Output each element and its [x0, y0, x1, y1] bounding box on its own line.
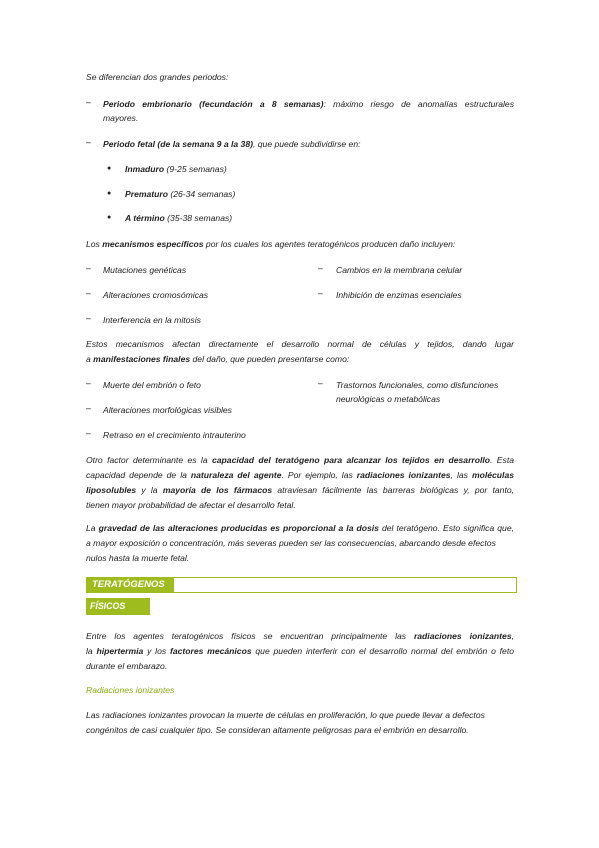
period-embrionario: Periodo embrionario (fecundación a 8 semanas): máximo riesgo de anomalías estructurales	[103, 99, 514, 109]
para1-line-3: liposolubles y la mayoría de los fármacos atraviesan fácilmente las barreras biológicas y, por tanto,	[86, 485, 514, 495]
para4-line-1: Las radiaciones ionizantes provocan la muerte de células en proliferación, lo que puede llevar a defectos	[86, 710, 485, 720]
dash-marker: –	[318, 263, 323, 273]
para4-line-2: congénitos de casi cualquier tipo. Se consideran altamente peligrosas para el embrión en desarrollo.	[86, 725, 469, 735]
dash-marker: –	[86, 97, 91, 107]
mechanism-item: Inhibición de enzimas esenciales	[336, 290, 462, 300]
intro-text: Se diferencian dos grandes periodos:	[86, 72, 229, 82]
para2-line-3: nulos hasta la muerte fetal.	[86, 553, 190, 563]
para1-line-1: Otro factor determinante es la capacidad del teratógeno para alcanzar los tejidos en desarrollo. Esta	[86, 455, 514, 465]
mechanisms-intro: Los mecanismos específicos por los cuales los agentes teratogénicos producen daño incluyen:	[86, 239, 456, 249]
para3-line-2: la hipertermia y los factores mecánicos que pueden interferir con el desarrollo normal del embrión o feto	[86, 646, 514, 656]
para1-line-2: capacidad depende de la naturaleza del agente. Por ejemplo, las radiaciones ionizantes, las moléculas	[86, 470, 515, 480]
section-title: TERATÓGENOS	[92, 579, 165, 590]
dash-marker: –	[86, 288, 91, 298]
sub-period-item: Prematuro (26-34 semanas)	[125, 189, 236, 199]
mechanism-item: Cambios en la membrana celular	[336, 265, 463, 275]
manifestation-item-cont: neurológicas o metabólicas	[336, 394, 441, 404]
period-fetal: Periodo fetal (de la semana 9 a la 38), que puede subdividirse en:	[103, 139, 361, 149]
sub-period-item: Inmaduro (9-25 semanas)	[125, 164, 227, 174]
dash-marker: –	[86, 403, 91, 413]
subsection-title: FÍSICOS	[90, 601, 126, 611]
dash-marker: –	[86, 263, 91, 273]
para3-line-1: Entre los agentes teratogénicos físicos se encuentran principalmente las radiaciones ionizantes,	[86, 631, 514, 641]
dash-marker: –	[86, 428, 91, 438]
sub-period-item: A término (35-38 semanas)	[125, 213, 233, 223]
para2-line-2: a mayor exposición o concentración, más severas pueden ser las consecuencias, abarcando desde efectos	[86, 538, 496, 548]
mechanism-item: Interferencia en la mitosis	[103, 315, 201, 325]
radiation-subheading: Radiaciones ionizantes	[86, 685, 175, 695]
dash-marker: –	[318, 378, 323, 388]
manifestation-item: Retraso en el crecimiento intrauterino	[103, 430, 246, 440]
mechanism-item: Alteraciones cromosómicas	[103, 290, 209, 300]
bullet-marker: ●	[107, 214, 112, 221]
manifestation-item: Muerte del embrión o feto	[103, 380, 201, 390]
dash-marker: –	[86, 137, 91, 147]
dash-marker: –	[318, 288, 323, 298]
manifestation-item: Alteraciones morfológicas visibles	[103, 405, 232, 415]
period-embrionario-cont: mayores.	[103, 113, 139, 123]
manifestation-item: Trastornos funcionales, como disfunciones	[336, 380, 499, 390]
dash-marker: –	[86, 378, 91, 388]
dash-marker: –	[86, 313, 91, 323]
para1-line-4: tienen mayor probabilidad de afectar el desarrollo fetal.	[86, 500, 296, 510]
effects-line-1: Estos mecanismos afectan directamente el desarrollo normal de células y tejidos, dando lugar	[86, 339, 514, 349]
para2-line-1: La gravedad de las alteraciones producidas es proporcional a la dosis del teratógeno. Esto significa que,	[86, 523, 514, 533]
bullet-marker: ●	[107, 165, 112, 172]
effects-line-2: a manifestaciones finales del daño, que pueden presentarse como:	[86, 354, 350, 364]
para3-line-3: durante el embarazo.	[86, 661, 168, 671]
bullet-marker: ●	[107, 190, 112, 197]
mechanism-item: Mutaciones genéticas	[103, 265, 187, 275]
